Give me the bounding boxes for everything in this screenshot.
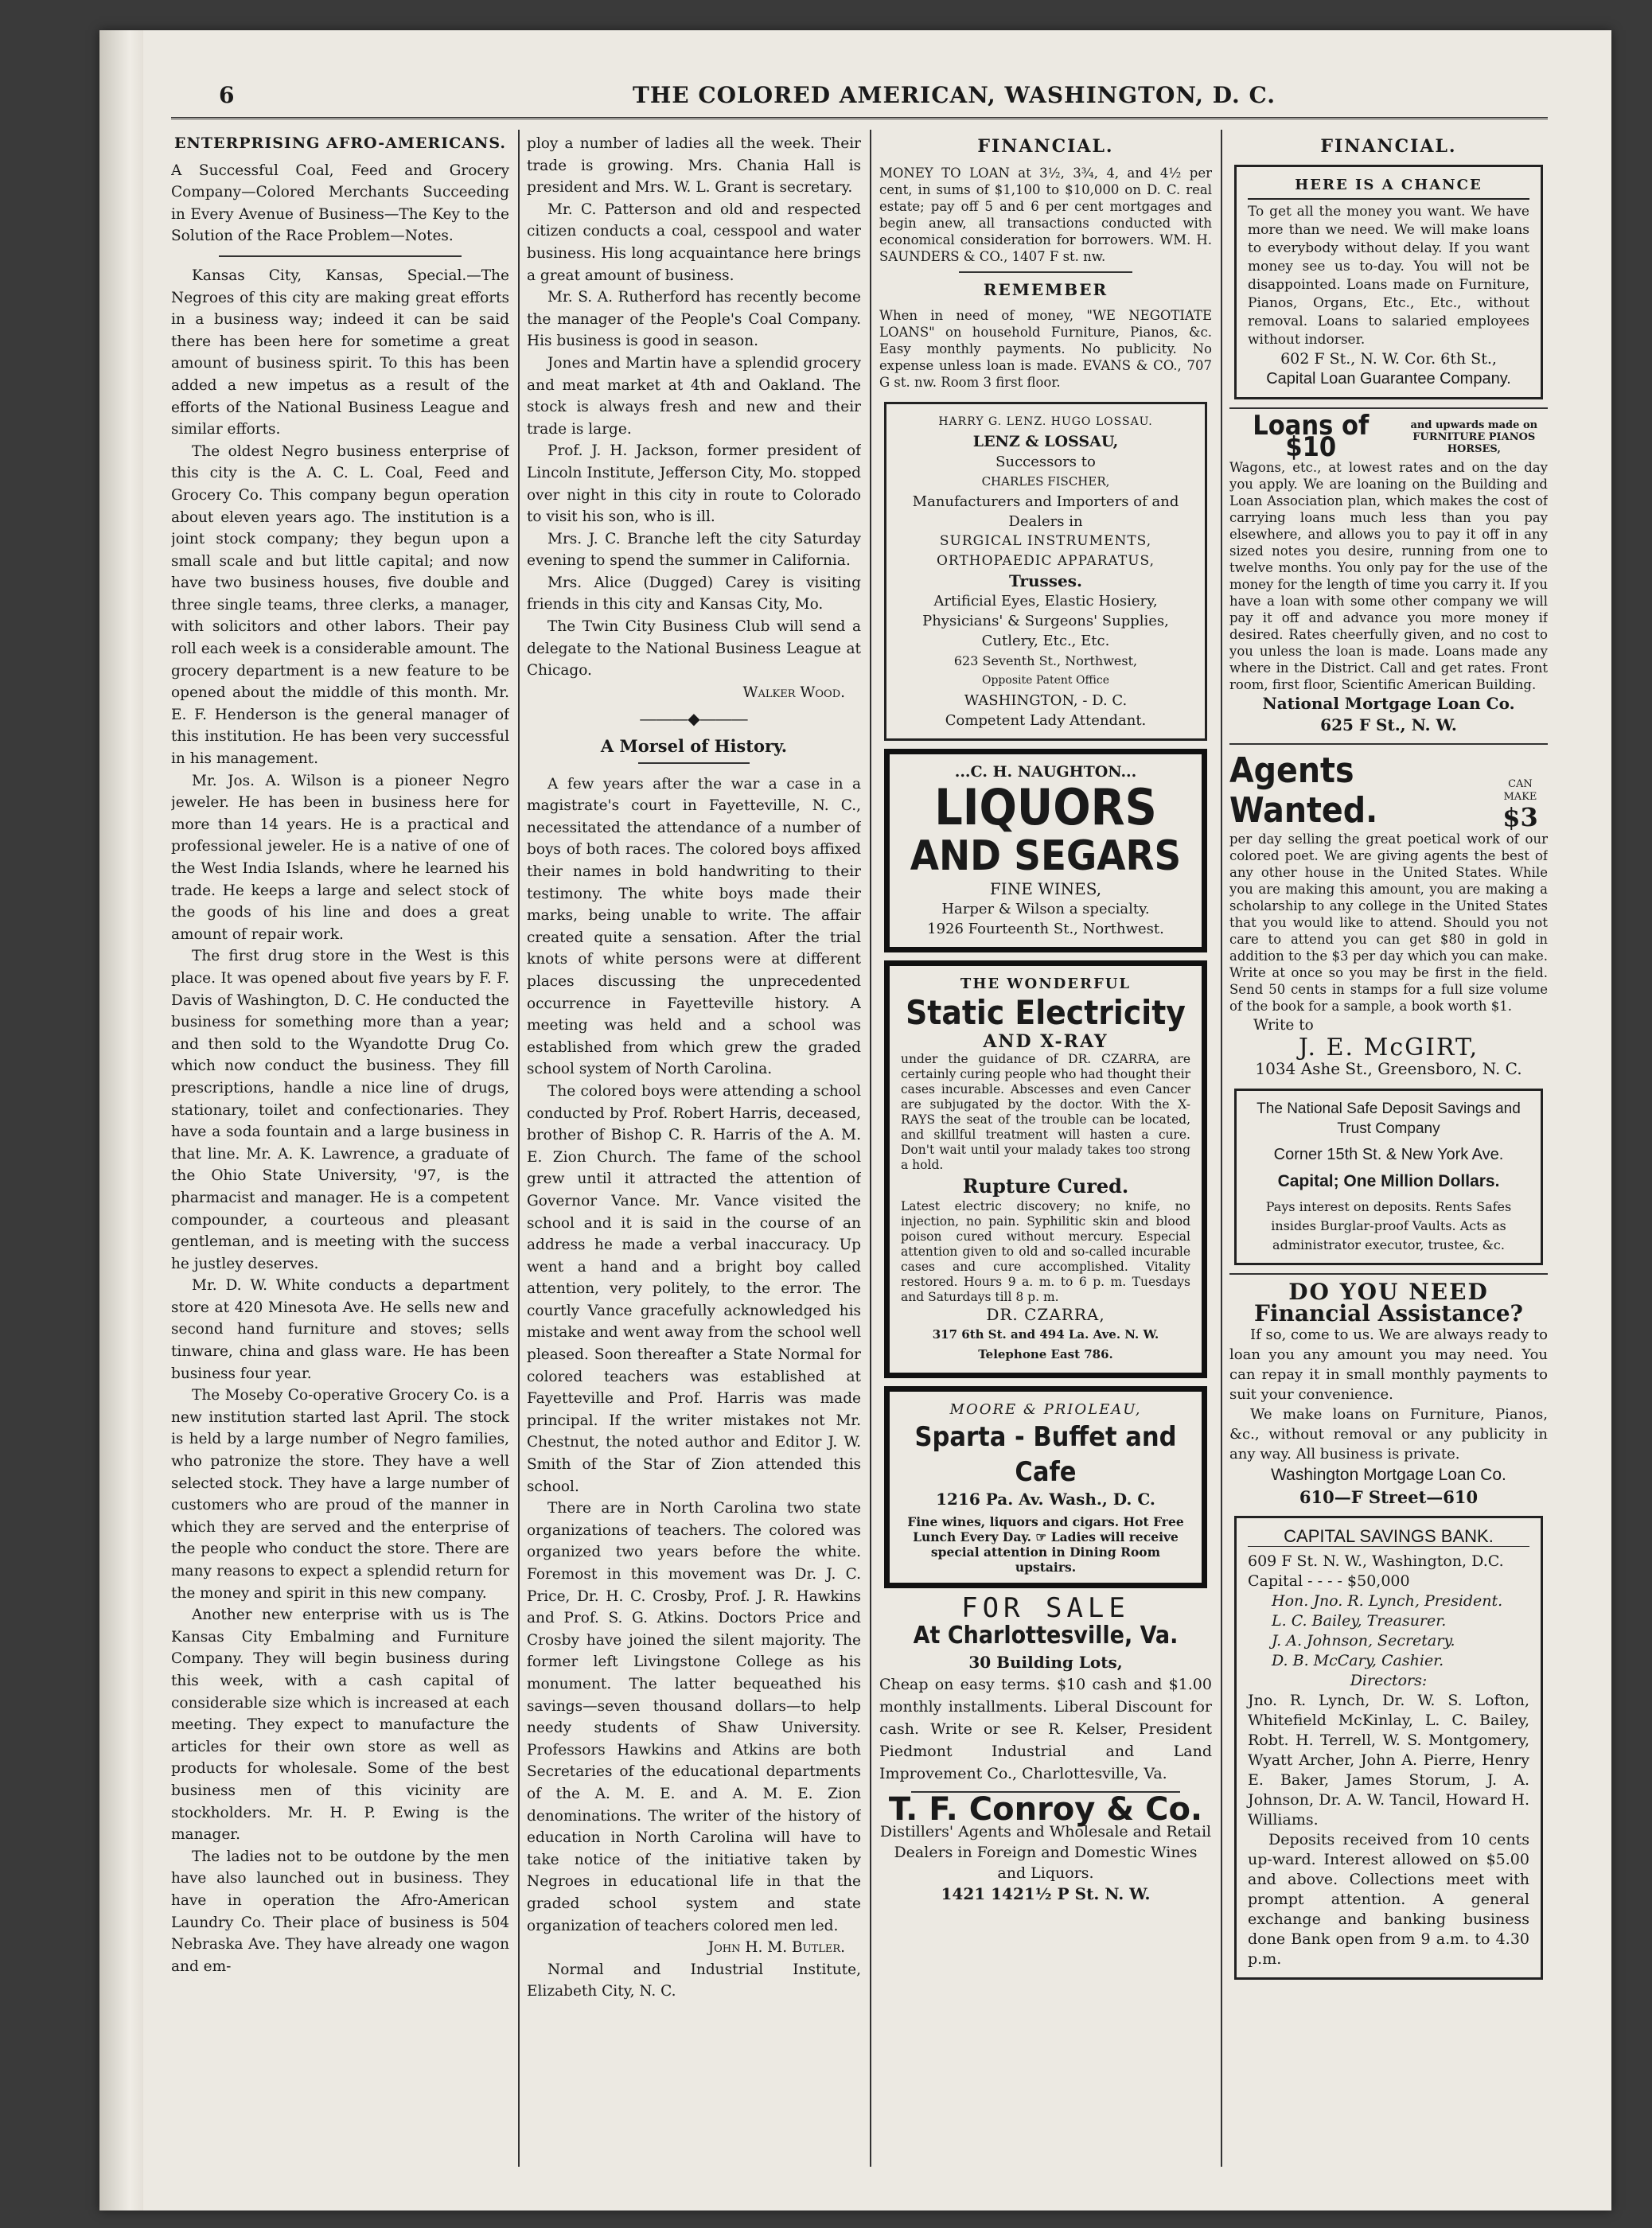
paragraph: Mr. S. A. Rutherford has recently become the manager of the People's Coal Company. His business is good in season. [527,289,861,350]
ad-title: Static Electricity [906,993,1186,1033]
safe-deposit-ad [1234,1089,1543,1265]
ad-body: To get all the money you want. We have more than we need. We will make loans to everybody without delay. If you want money see us to-day. You will not be disappointed. Loans made on Furniture, Pianos, Organs, Etc., Etc., without removal. Loans to salaried employees without indorser. [1248,203,1529,348]
ad-address: 610—F Street—610 [1299,1486,1479,1507]
ad-address: 1926 Fourteenth St., Northwest. [927,921,1164,938]
ad-title: CAPITAL SAVINGS BANK. [1248,1526,1529,1547]
ad-name: National Mortgage Loan Co. [1262,693,1515,713]
financial-heading: FINANCIAL. [977,136,1114,157]
ad-name: J. E. McGIRT, [1298,1033,1479,1061]
column-4 [1229,133,1548,2186]
paragraph: The ladies not to be outdone by the men have also launched out in business. They have in operation the Afro-American Laundry Co. Their place of business is 504 Nebraska Ave. They have already one wagon and em- [171,1848,509,1975]
ad-officer: D. B. McCary, Cashier. [1272,1652,1444,1670]
ad-amount: $3 [1502,801,1538,832]
ad-names: HARRY G. LENZ. HUGO LOSSAU. [938,415,1153,429]
for-sale-ad [879,1592,1212,1785]
paragraph: Mr. Jos. A. Wilson is a pioneer Negro jeweler. He has been in business here for more than 14 years. He is a practical and professional jeweler. He is a native of one of the West India Islands, where he learned his trade. He keeps a large and select stock of the goods of his line and does a great amount of repair work. [171,772,509,943]
ad-address: 1421 1421½ P St. N. W. [941,1883,1151,1903]
ad-text: Artificial Eyes, Elastic Hosiery, Physicians' & Surgeons' Supplies, Cutlery, Etc., Etc. [922,593,1169,650]
ad-text: FINE WINES, [989,879,1102,899]
ad-officer: Hon. Jno. R. Lynch, President. [1272,1592,1503,1611]
article-deck: A Successful Coal, Feed and Grocery Company—Colored Merchants Succeeding in Every Avenue of Business—The Key to the Solution of the Race Problem—Notes. [171,162,509,245]
ad-capital: Capital - - - - $50,000 [1248,1572,1410,1591]
paragraph: Mrs. Alice (Dugged) Carey is visiting friends in this city and Kansas City, Mo. [527,574,861,613]
ad-text: AND X-RAY [983,1031,1108,1053]
masthead [171,76,1548,119]
ad-capital: Capital; One Million Dollars. [1277,1171,1500,1190]
ad-body: If so, come to us. We are always ready to loan you any amount you may need. You can repay it in small monthly payments to suit your convenience. [1229,1326,1548,1403]
paragraph: A few years after the war a case in a magistrate's court in Fayetteville, N. C., necessitated the attendance of a number of boys of both races. The colored boys affixed their names in bold handwriting to their testimony. The white boys made their marks, being unable to write. The affair created quite a sensation. After the trial knots of white persons were at different places discussing the unprecedented occurrence in Fayetteville history. A meeting was held and a school was established from which grew the graded school system of North Carolina. [527,775,861,1078]
column-rule [518,130,520,2167]
column-1 [171,133,509,2186]
naughton-ad [884,749,1207,952]
article-heading: A Morsel of History. [600,736,788,757]
ad-doctor: DR. CZARRA, [986,1305,1105,1325]
ad-text: ORTHOPAEDIC APPARATUS, [937,553,1155,570]
ad-label: Directors: [1350,1672,1428,1690]
paragraph: Mr. D. W. White conducts a department store at 420 Minesota Ave. He sells new and second hand furniture and stoves; sells tinware, china and glass ware. He has been business four year. [171,1277,509,1382]
ad-title: DO YOU NEED [1288,1278,1489,1305]
conroy-ad [879,1791,1212,1905]
ad-address: 1034 Ashe St., Greensboro, N. C. [1255,1059,1522,1079]
ad-firm: LENZ & LOSSAU, [972,433,1119,451]
capital-loan-ad [1234,165,1543,399]
ad-text: Competent Lady Attendant. [945,712,1147,730]
paragraph: The colored boys were attending a school conducted by Prof. Robert Harris, deceased, brother of Bishop C. R. Harris of the A. M. E. Zion Church. The fame of the school grew until it attracted the attention of Governor Vance. Mr. Vance visited the school and it is said in the course of an address he made a verbal inaccuracy. Up went a hand and a bright boy called attention, very politely, to the error. The courtly Vance gracefully acknowledged his mistake and went away from the school well pleased. Soon thereafter a State Normal for colored teachers was established at Fayetteville and Prof. Harris was made principal. If the writer mistakes not Mr. Chestnut, the noted author and Editor J. W. Smith of the Star of Zion attended this school. [527,1082,861,1495]
ad-officer: J. A. Johnson, Secretary. [1272,1632,1455,1650]
ad-body: Distillers' Agents and Wholesale and Retail Dealers in Foreign and Domestic Wines and Liquors. [879,1822,1212,1882]
financial-heading: FINANCIAL. [1320,136,1457,157]
divider [1229,1273,1548,1275]
paragraph: The Moseby Co-operative Grocery Co. is a new institution started last April. The stock is held by a large number of Negro families, who patronize the store. They have a well selected stock. They have a large number of customers who are proud of the manner in which they are served and the enterprise of the people who conduct the store. There are many reasons to expect a splendid return for the money and spirit in this new company. [171,1387,509,1602]
ad-body: Wagons, etc., at lowest rates and on the day you apply. We are loaning on the Building and Loan Association plan, which makes the cost of carrying loans much less than you pay elsewhere, and allows you to pay it off in any sized notes you desire, running from one to twelve months. You only pay for the use of the money for the length of time you carry it. If you have a loan with some other company we will pay it off and advance you more money if desired. Rates cheerfully given, and no cost to you unless the loan is made. Loans made any where in the District. Call and get rates. Front room, first floor, Scientific American Building. [1229,459,1548,692]
signature: Walker Wood. [742,684,845,701]
ad-body: under the guidance of DR. CZARRA, are certainly curing people who had thought their cases incurable. Abscesses and even Cancer are subjugated by the doctor. With the X-RAYS the seat of the trouble can be located, and skillful treatment will hasten a cure. Don't wait until your malady takes too strong a hold. [901,1052,1190,1173]
ad-address: 1216 Pa. Av. Wash., D. C. [936,1490,1155,1509]
paragraph: The first drug store in the West is this place. It was opened about five years by F. F. Davis of Washington, D. C. He conducted the business for something more than a year; and then sold to the Wyandotte Drug Co. which now conduct the business. They fill prescriptions, handle a nice line of drugs, stationary, toilet and confectionaries. They have a soda fountain and a large business in that line. Mr. A. K. Lawrence, a graduate of the Ohio State University, '97, is the pharmacist and manager. He is a competent compounder, a courteous and pleasant gentleman, and is meeting with the success he justley deserves. [171,948,509,1272]
paragraph: ploy a number of ladies all the week. Their trade is growing. Mrs. Chania Hall is president and Mrs. W. L. Grant is secretary. [527,135,861,197]
newspaper-title: THE COLORED AMERICAN, WASHINGTON, D. C. [633,82,1276,108]
signature: John H. M. Butler. [707,1939,845,1957]
column-3 [879,133,1212,2186]
ad-text: Successors to [995,454,1096,471]
ad-body: Cheap on easy terms. $10 cash and $1.00 monthly installments. Liberal Discount for cash. Write or see R. Kelser, President Piedmont Industrial and Land Improvement Co., Charlottesville, Va. [879,1676,1212,1783]
ad-body: Fine wines, liquors and cigars. Hot Free Lunch Every Day. ☞ Ladies will receive special attention in Dining Room upstairs. [907,1514,1184,1576]
divider [219,255,462,257]
ad-city: WASHINGTON, - D. C. [964,692,1128,710]
paragraph: There are in North Carolina two state organizations of teachers. The colored was organized two years before the white. Foremost in this movement was Dr. J. C. Price, Dr. H. C. Crosby, Prof. J. R. Hawkins and Prof. S. G. Atkins. Doctors Price and Crosby have joined the silent majority. The former left Livingstone College as his monument. The latter bequeathed his savings—seven thousand dollars—to help needy students of Shaw University. Professors Hawkins and Atkins are both Secretaries of the educational departments of the A. M. E. and A. M. E. Zion denominations. The writer of the history of education in North Carolina will have to take notice of the initiative taken by Negroes in educational life in that the graded school system and state organization of teachers colored men led. [527,1500,861,1934]
divider [959,271,1132,273]
ad-address: 317 6th St. and 494 La. Ave. N. W. [932,1327,1159,1342]
divider [638,762,750,764]
ad-title: Sparta - Buffet and Cafe [914,1421,1177,1489]
ad-title: HERE IS A CHANCE [1248,175,1529,200]
ad-subtitle: At Charlottesville, Va. [913,1621,1179,1650]
ad-body: Deposits received from 10 cents up-ward. Interest allowed on $5.00 and above. Collections meet with prompt attention. A general exchange and banking business done Bank open from 9 a.m. to 4.30 p.m. [1248,1831,1529,1969]
paragraph: Mrs. J. C. Branche left the city Saturday evening to spend the summer in California. [527,530,861,570]
ad-address: Corner 15th St. & New York Ave. [1273,1145,1504,1163]
paragraph: Another new enterprise with us is The Kansas City Embalming and Furniture Company. They will begin business during this week, with a cash capital of considerable size which is increased at each meeting. They expect to manufacture the articles for their own store as well as products for wholesale. Some of the best business men of this vicinity are stockholders. Mr. H. P. Ewing is the manager. [171,1607,509,1844]
national-mortgage-ad [1229,409,1548,737]
paragraph: Prof. J. H. Jackson, former president of Lincoln Institute, Jefferson City, Mo. stopped over night in this city in route to Colorado to visit his son, who is ill. [527,442,861,526]
ad-title: Loans of $10 [1253,409,1370,464]
ad-text: Trusses. [1009,571,1082,591]
ad-title: LIQUORS [934,778,1157,837]
ad-address: 625 F St., N. W. [1320,715,1457,735]
ad-title: FOR SALE [961,1592,1130,1625]
ad-subtitle: Financial Assistance? [1254,1300,1523,1327]
page-number: 6 [219,82,235,108]
ad-firm: MOORE & PRIOLEAU, [949,1401,1142,1419]
ad-body: Pays interest on deposits. Rents Safes insides Burglar-proof Vaults. Acts as administrator executor, trustee, &c. [1265,1198,1512,1252]
ad-text: THE WONDERFUL [960,976,1132,993]
ad-text: CHARLES FISCHER, [981,474,1110,489]
ad-title: T. F. Conroy & Co. [888,1791,1203,1829]
paragraph: Jones and Martin have a splendid grocery and meat market at 4th and Oakland. The stock is always fresh and new and their trade is large. [527,354,861,438]
ad-text: Harper & Wilson a specialty. [941,901,1150,918]
ornament-divider: ―――◆――― [640,709,748,729]
ad-body: per day selling the great poetical work of our colored poet. We are giving agents the best of any other house in the United States. While you are making this amount, you are making a scholarship to any college in the United States that you would like to attend. Should you not care to attend you can get $80 in gold in addition to the $3 per day which you can make. Write at once so you may be first in the field. Send 50 cents in stamps for a full size volume of the book for a sample, a book worth $1. [1229,831,1548,1014]
sparta-buffet-ad [884,1386,1207,1588]
ad-subtitle: Rupture Cured. [962,1174,1129,1198]
static-electricity-ad [884,960,1207,1378]
ad-address: 609 F St. N. W., Washington, D.C. [1248,1552,1504,1571]
divider [1229,407,1548,409]
divider [1229,743,1548,745]
ad-text: Opposite Patent Office [981,674,1110,687]
remember-ad: When in need of money, "WE NEGOTIATE LOANS" on household Furniture, Pianos, &c. Easy monthly payments. No publicity. No expense unless loan is made. EVANS & CO., 707 G st. nw. Room 3 first floor. [879,308,1212,391]
column-rule [870,130,871,2167]
washington-mortgage-ad [1229,1278,1548,1508]
ad-body: We make loans on Furniture, Pianos, &c., without removal or any publicity in any way. All business is private. [1229,1405,1548,1463]
ad-text: SURGICAL INSTRUMENTS, [939,533,1152,550]
column-rule [1221,130,1222,2167]
closing-line: Normal and Industrial Institute, Elizabeth City, N. C. [527,1961,861,2000]
ad-text: Write to [1253,1016,1314,1034]
ad-address: 602 F St., N. W. Cor. 6th St., [1280,349,1497,368]
ad-name: ...C. H. NAUGHTON... [954,763,1137,781]
ad-company: Capital Loan Guarantee Company. [1266,369,1511,388]
newspaper-page [171,76,1548,2192]
ad-name: Washington Mortgage Loan Co. [1271,1465,1506,1484]
capital-savings-bank-ad [1234,1516,1543,1980]
ad-text: 30 Building Lots, [968,1652,1123,1672]
ad-subtitle: and upwards made on FURNITURE PIANOS HORSES, [1410,419,1538,455]
page-binding [99,30,143,2210]
article-heading: ENTERPRISING AFRO-AMERICANS. [173,134,507,152]
paragraph: The Twin City Business Club will send a delegate to the National Business League at Chicago. [527,618,861,680]
paragraph: Mr. C. Patterson and old and respected citizen conducts a coal, cesspool and water business. His long acquaintance here brings a great amount of business. [527,201,861,284]
ad-title: Agents Wanted. [1229,750,1378,831]
ad-name: The National Safe Deposit Savings and Trust Company [1257,1100,1521,1137]
remember-heading: REMEMBER [983,279,1108,299]
ad-text: CAN MAKE [1503,777,1537,803]
ad-phone: Telephone East 786. [978,1347,1113,1362]
ad-title: AND SEGARS [910,832,1182,881]
ad-directors: Jno. R. Lynch, Dr. W. S. Lofton, Whitefield McKinlay, L. C. Bailey, Robt. H. Terrell, W. S. Montgomery, Wyatt Archer, John A. Pierre, Henry E. Baker, James Storum, J. A. Johnson, Dr. A. W. Tancil, Howard H. Williams. [1248,1692,1529,1829]
paragraph: Kansas City, Kansas, Special.—The Negroes of this city are making great efforts in a business way; indeed it can be said there has been here for sometime a great amount of business spirit. To this has been added a new impetus as a result of the efforts of the National Business League and similar efforts. [171,267,509,438]
money-loan-ad: MONEY TO LOAN at 3½, 3¾, 4, and 4½ per cent, in sums of $1,100 to $10,000 on D. C. real estate; pay off 5 and 6 per cent mortgages and begin anew, all transactions conducted with economical consideration for borrowers. WM. H. SAUNDERS & CO., 1407 F st. nw. [879,165,1212,264]
column-2 [527,133,861,2186]
agents-wanted-ad [1229,751,1548,1081]
ad-officer: L. C. Bailey, Treasurer. [1272,1612,1447,1630]
ad-address: 623 Seventh St., Northwest, [953,653,1138,669]
paragraph: The oldest Negro business enterprise of this city is the A. C. L. Coal, Feed and Grocery Co. This company begun operation about eleven years ago. The institution is a joint stock company; they begun upon a small scale and but little capital; and now have two business houses, five double and three single teams, three clerks, a manager, with solicitors and other labors. Their pay roll each week is a considerable amount. The grocery department is a new feature to be opened about the middle of this month. Mr. E. F. Henderson is the general manager of this institution. He has been very successful in his management. [171,442,509,768]
ad-body: Latest electric discovery; no knife, no injection, no pain. Syphilitic skin and blood poison cured without mercury. Especial attention given to old and so-called incurable cases and cure accomplished. Vitality restored. Hours 9 a. m. to 6 p. m. Tuesdays and Saturdays till 8 p. m. [901,1199,1190,1305]
lenz-lossau-ad [884,402,1207,741]
ad-text: Manufacturers and Importers of and Dealers in [912,493,1179,531]
